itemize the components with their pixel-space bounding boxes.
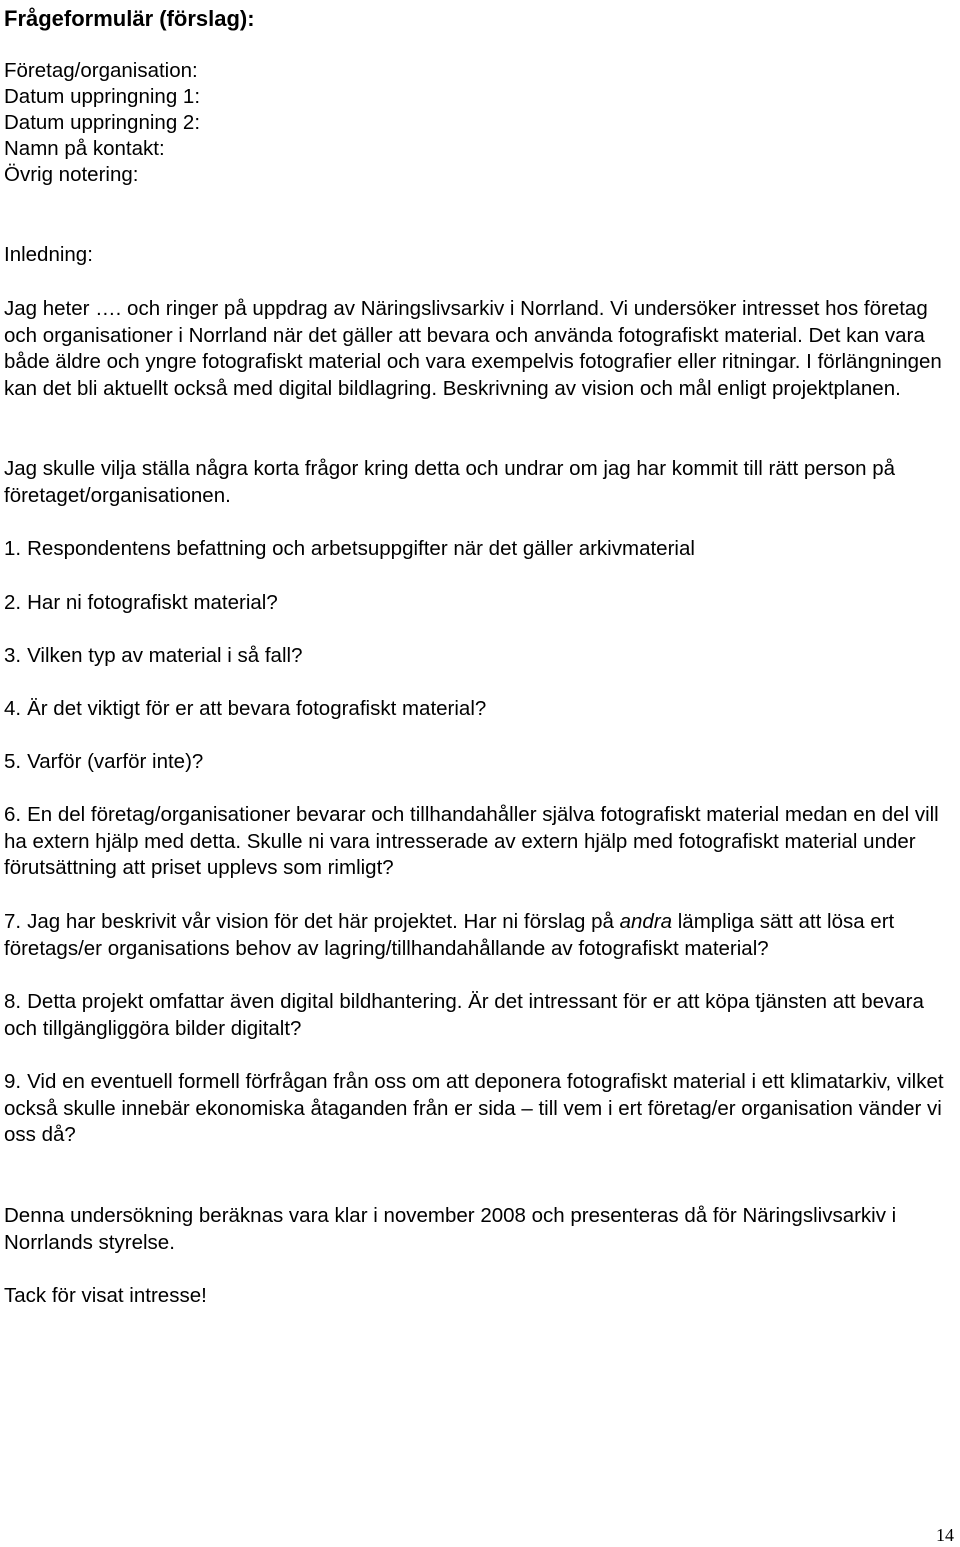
field-call-date-2: Datum uppringning 2: (4, 111, 201, 134)
question-4 (4, 696, 958, 723)
question-text: Jag har beskrivit vår vision för det här projektet. Har ni förslag på (27, 910, 620, 933)
question-text: En del företag/organisationer bevarar och tillhandahåller själva fotografiskt material medan en del vill ha extern hjälp med detta. Skulle ni vara intresserade av extern hjälp med fotografiskt material under förutsättning att priset upplevs som rimligt? (4, 803, 939, 879)
question-text: Är det viktigt för er att bevara fotografiskt material? (27, 697, 487, 720)
question-number: 7. (4, 910, 22, 933)
question-number: 1. (4, 537, 22, 560)
question-text: Respondentens befattning och arbetsuppgifter när det gäller arkivmaterial (27, 537, 695, 560)
question-3 (4, 643, 958, 670)
question-number: 3. (4, 644, 22, 667)
question-number: 5. (4, 750, 22, 773)
question-number: 8. (4, 990, 22, 1013)
question-text: Varför (varför inte)? (27, 750, 204, 773)
closing-paragraph: Denna undersökning beräknas vara klar i november 2008 och presenteras då för Näringslivsarkiv i Norrlands styrelse. (4, 1204, 897, 1254)
question-6 (4, 802, 958, 882)
question-text: Har ni fotografiskt material? (27, 591, 278, 614)
question-number: 9. (4, 1070, 22, 1093)
question-number: 6. (4, 803, 22, 826)
page-title: Frågeformulär (förslag): (4, 6, 255, 31)
question-number: 2. (4, 591, 22, 614)
thanks-line: Tack för visat intresse! (4, 1284, 207, 1307)
document-page (4, 0, 958, 1547)
question-text: Vid en eventuell formell förfrågan från oss om att deponera fotografiskt material i ett klimatarkiv, vilket också skulle innebär ekonomiska åtaganden från er sida – till vem i ert företag/er organisation vänder vi oss då? (4, 1070, 944, 1146)
intro-question: Jag skulle vilja ställa några korta frågor kring detta och undrar om jag har kommit till rätt person på företaget/organisationen. (4, 457, 896, 507)
question-7 (4, 909, 958, 962)
question-8 (4, 989, 958, 1042)
contact-field-list (4, 58, 200, 188)
field-other-notes: Övrig notering: (4, 163, 139, 186)
intro-heading: Inledning: (4, 243, 93, 266)
field-contact-name: Namn på kontakt: (4, 137, 165, 160)
page-number: 14 (936, 1525, 954, 1545)
question-1 (4, 536, 958, 563)
question-text: Vilken typ av material i så fall? (27, 644, 303, 667)
question-emphasis: andra (619, 910, 673, 933)
question-2 (4, 590, 958, 617)
field-company: Företag/organisation: (4, 59, 198, 82)
field-call-date-1: Datum uppringning 1: (4, 85, 201, 108)
question-5 (4, 749, 958, 776)
intro-paragraph: Jag heter …. och ringer på uppdrag av Näringslivsarkiv i Norrland. Vi undersöker intresset hos företag och organisationer i Norrland när det gäller att bevara och använda fotografiskt material. Det kan vara både äldre och yngre fotografiskt material och vara exempelvis fotografier eller ritningar. I förlängningen kan det bli aktuellt också med digital bildlagring. Beskrivning av vision och mål enligt projektplanen. (4, 297, 942, 400)
question-9 (4, 1069, 958, 1149)
question-number: 4. (4, 697, 22, 720)
question-text: Detta projekt omfattar även digital bildhantering. Är det intressant för er att köpa tjänsten att bevara och tillgängliggöra bilder digitalt? (4, 990, 924, 1040)
question-text-continued: lämpliga sätt att lösa ert företags/er organisations behov av lagring/tillhandahållande av fotografiskt material? (4, 910, 895, 960)
